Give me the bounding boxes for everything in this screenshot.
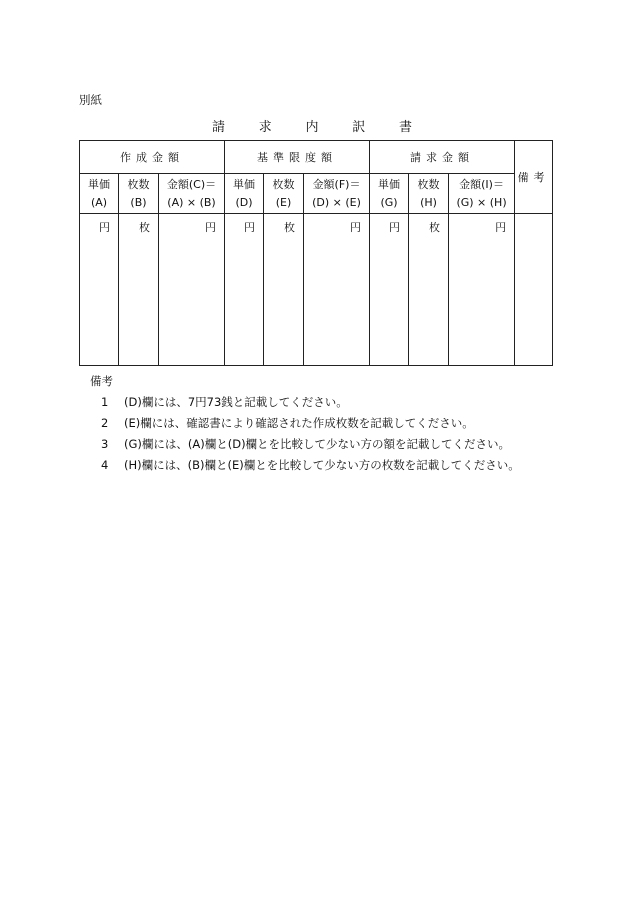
subheader-count-b: 枚数 (B) [119, 174, 159, 214]
title-char: 内 [305, 120, 319, 135]
value-cell-g: 円 [370, 214, 409, 366]
note-number: 4 [101, 457, 109, 472]
title-char: 求 [258, 120, 272, 135]
note-text: (E)欄には、確認書により確認された作成枚数を記載してください。 [124, 415, 474, 430]
value-cell-a: 円 [80, 214, 119, 366]
page-label: 別紙 [79, 93, 102, 107]
value-cell-e: 枚 [264, 214, 304, 366]
notes-heading: 備考 [90, 374, 113, 388]
note-number: 2 [101, 415, 109, 430]
subheader-amount-i: 金額(I)＝ (G) × (H) [449, 174, 515, 214]
value-cell-i: 円 [449, 214, 515, 366]
subheader-unit-price-g: 単価 (G) [370, 174, 409, 214]
group-header-claim-amount: 請求金額 [370, 141, 515, 174]
title-char: 訳 [352, 120, 366, 135]
value-cell-h: 枚 [409, 214, 449, 366]
remarks-cell [515, 214, 553, 366]
group-header-standard-limit: 基準限度額 [225, 141, 370, 174]
note-item [101, 454, 520, 475]
subheader-unit-price-d: 単価 (D) [225, 174, 264, 214]
subheader-amount-c: 金額(C)＝ (A) × (B) [159, 174, 225, 214]
subheader-unit-price-a: 単価 (A) [80, 174, 119, 214]
value-cell-b: 枚 [119, 214, 159, 366]
note-item [101, 391, 520, 412]
page-title [212, 116, 412, 135]
title-char: 請 [212, 120, 226, 135]
subheader-count-h: 枚数 (H) [409, 174, 449, 214]
value-cell-d: 円 [225, 214, 264, 366]
subheader-count-e: 枚数 (E) [264, 174, 304, 214]
note-item [101, 412, 520, 433]
note-text: (H)欄には、(B)欄と(E)欄とを比較して少ない方の枚数を記載してください。 [124, 457, 520, 472]
title-char: 書 [398, 120, 412, 135]
note-text: (D)欄には、7円73銭と記載してください。 [124, 394, 348, 409]
group-header-production-amount: 作成金額 [80, 141, 225, 174]
note-number: 1 [101, 394, 109, 409]
value-cell-c: 円 [159, 214, 225, 366]
remarks-header: 備考 [515, 141, 553, 214]
value-cell-f: 円 [304, 214, 370, 366]
note-number: 3 [101, 436, 109, 451]
notes-list [101, 391, 520, 475]
note-text: (G)欄には、(A)欄と(D)欄とを比較して少ない方の額を記載してください。 [124, 436, 511, 451]
subheader-amount-f: 金額(F)＝ (D) × (E) [304, 174, 370, 214]
claim-breakdown-table [79, 140, 553, 366]
note-item [101, 433, 520, 454]
